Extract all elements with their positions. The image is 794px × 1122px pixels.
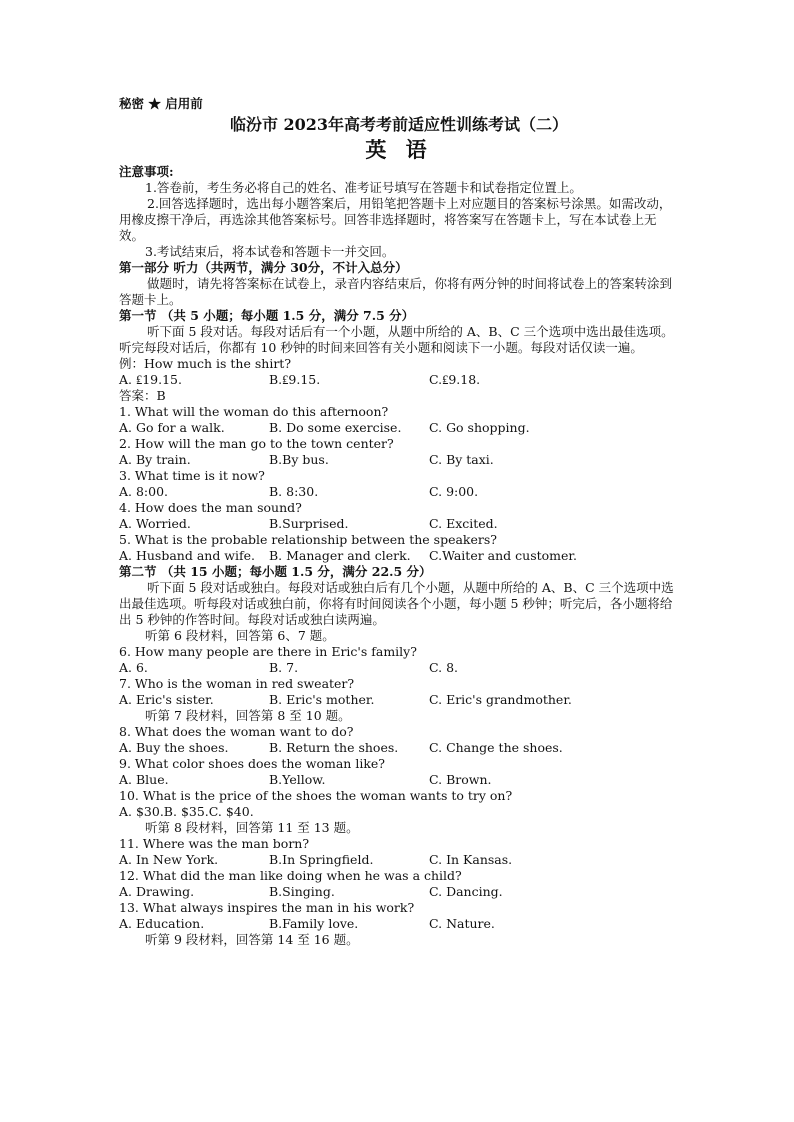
option-a: A. 8:00. (119, 484, 169, 499)
option-b: B. 8:30. (269, 484, 319, 499)
option-a: A. By train. (119, 452, 191, 467)
section1-heading: 第一节 （共 5 小题；每小题 1.5 分，满分 7.5 分） (119, 308, 415, 323)
question-2: 2. How will the man go to the town center? (119, 436, 394, 451)
option-c: C. By taxi. (429, 452, 494, 467)
option-a: A. In New York. (119, 852, 219, 867)
option-a: A. ₤19.15. (119, 372, 182, 387)
question-9: 9. What color shoes does the woman like? (119, 756, 386, 771)
options-1 (119, 420, 679, 436)
options-4 (119, 516, 679, 532)
note-2: 2.回答选择题时，选出每小题答案后，用铅笔把答题卡上对应题目的答案标号涂黑。如需改动，用橡皮擦干净后，再选涂其他答案标号。回答非选择题时，将答案写在答题卡上，写在本试卷上无效。 (119, 196, 672, 243)
option-b: B.Yellow. (269, 772, 326, 787)
exam-title: 临汾市 2023年高考考前适应性训练考试（二） (229, 115, 569, 134)
options-11 (119, 852, 679, 868)
material-9: 听第 9 段材料，回答第 14 至 16 题。 (145, 932, 359, 947)
option-c: C. 9:00. (429, 484, 479, 499)
example-answer: 答案：B (119, 388, 166, 403)
option-c: C. Change the shoes. (429, 740, 563, 755)
question-4: 4. How does the man sound? (119, 500, 302, 515)
option-b: B. Do some exercise. (269, 420, 402, 435)
option-a: A. Eric's sister. (119, 692, 214, 707)
section1-intro: 听下面 5 段对话。每段对话后有一个小题，从题中所给的 A、B、C 三个选项中选出最佳选项。听完每段对话后，你都有 10 秒钟的时间来回答有关小题和阅读下一小题。每段对话仅读一遍。 (119, 324, 674, 355)
option-c: C. In Kansas. (429, 852, 513, 867)
exam-page (119, 96, 679, 948)
option-a: A. 6. (119, 660, 148, 675)
option-a: A. Buy the shoes. (119, 740, 229, 755)
options-3 (119, 484, 679, 500)
part1-intro: 做题时，请先将答案标在试卷上，录音内容结束后，你将有两分钟的时间将试卷上的答案转涂到答题卡上。 (119, 276, 673, 307)
options-12 (119, 884, 679, 900)
question-5: 5. What is the probable relationship between the speakers? (119, 532, 497, 547)
option-b: B.By bus. (269, 452, 329, 467)
question-7: 7. Who is the woman in red sweater? (119, 676, 355, 691)
option-b: B. 7. (269, 660, 299, 675)
question-6: 6. How many people are there in Eric's family? (119, 644, 417, 659)
option-b: B. Eric's mother. (269, 692, 375, 707)
question-8: 8. What does the woman want to do? (119, 724, 354, 739)
question-12: 12. What did the man like doing when he was a child? (119, 868, 462, 883)
question-11: 11. Where was the man born? (119, 836, 310, 851)
options-6 (119, 660, 679, 676)
option-c: C. Eric's grandmother. (429, 692, 572, 707)
option-b: B. Return the shoes. (269, 740, 399, 755)
option-b: B.₤9.15. (269, 372, 321, 387)
note-1: 1.答卷前，考生务必将自己的姓名、准考证号填写在答题卡和试卷指定位置上。 (145, 180, 582, 195)
option-c: C. Go shopping. (429, 420, 530, 435)
options-8 (119, 740, 679, 756)
option-b: B.In Springfield. (269, 852, 374, 867)
option-a: A. Blue. (119, 772, 169, 787)
material-8: 听第 8 段材料，回答第 11 至 13 题。 (145, 820, 359, 835)
options-10: A. $30.B. $35.C. $40. (119, 804, 254, 819)
section2-intro: 听下面 5 段对话或独白。每段对话或独白后有几个小题，从题中所给的 A、B、C 三个选项中选出最佳选项。听每段对话或独白前，你将有时间阅读各个小题，每小题 5 秒钟；听完后，各小题将给出 5 秒钟的作答时间。每段对话或独白读两遍。 (119, 580, 674, 627)
subject-title: 英 语 (365, 137, 433, 162)
option-b: B. Manager and clerk. (269, 548, 411, 563)
option-a: A. Go for a walk. (119, 420, 225, 435)
part1-heading: 第一部分 听力（共两节，满分 30分，不计入总分） (119, 260, 408, 275)
option-b: B.Singing. (269, 884, 335, 899)
option-c: C. Nature. (429, 916, 495, 931)
example-options (119, 372, 679, 388)
option-a: A. Education. (119, 916, 205, 931)
secret-label: 秘密 ★ 启用前 (119, 96, 203, 111)
option-a: A. Drawing. (119, 884, 195, 899)
notes-heading: 注意事项: (119, 164, 174, 179)
option-c: C.₤9.18. (429, 372, 481, 387)
question-3: 3. What time is it now? (119, 468, 265, 483)
options-7 (119, 692, 679, 708)
question-13: 13. What always inspires the man in his work? (119, 900, 415, 915)
option-c: C.Waiter and customer. (429, 548, 577, 563)
option-c: C. Dancing. (429, 884, 503, 899)
options-5 (119, 548, 679, 564)
material-7: 听第 7 段材料，回答第 8 至 10 题。 (145, 708, 351, 723)
option-a: A. Worried. (119, 516, 191, 531)
option-a: A. Husband and wife. (119, 548, 255, 563)
section2-heading: 第二节 （共 15 小题；每小题 1.5 分，满分 22.5 分） (119, 564, 432, 579)
options-13 (119, 916, 679, 932)
option-c: C. 8. (429, 660, 458, 675)
option-b: B.Surprised. (269, 516, 349, 531)
example-question: 例：How much is the shirt? (119, 356, 292, 371)
options-2 (119, 452, 679, 468)
option-c: C. Excited. (429, 516, 498, 531)
option-c: C. Brown. (429, 772, 492, 787)
material-6: 听第 6 段材料，回答第 6、7 题。 (145, 628, 335, 643)
question-10: 10. What is the price of the shoes the woman wants to try on? (119, 788, 513, 803)
option-b: B.Family love. (269, 916, 359, 931)
options-9 (119, 772, 679, 788)
question-1: 1. What will the woman do this afternoon? (119, 404, 389, 419)
note-3: 3.考试结束后，将本试卷和答题卡一并交回。 (145, 244, 395, 259)
